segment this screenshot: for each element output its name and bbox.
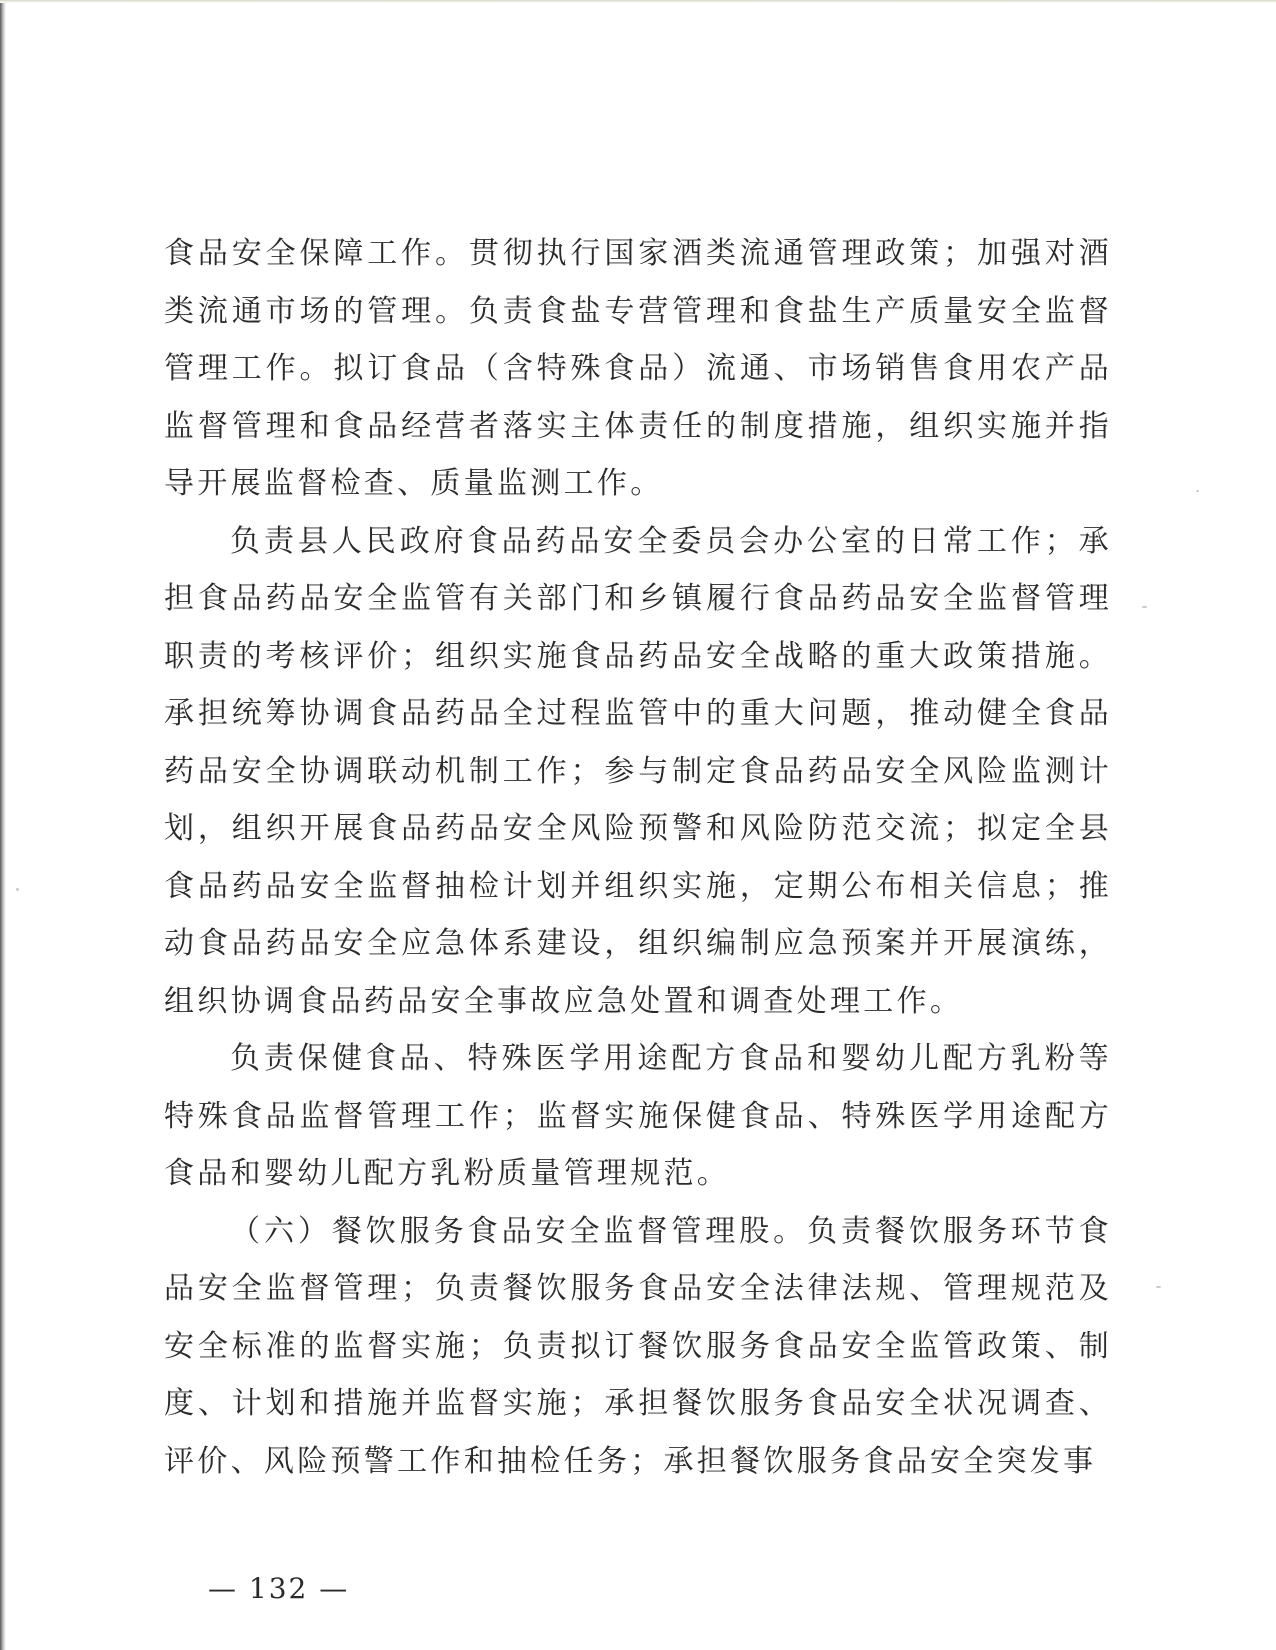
paragraph-catering-section: （六）餐饮服务食品安全监督管理股。负责餐饮服务环节食品安全监督管理；负责餐饮服务食品安全法律法规、管理规范及安全标准的监督实施；负责拟订餐饮服务食品安全监管政策、制度、计划和措施并监督实施；承担餐饮服务食品安全状况调查、评价、风险预警工作和抽检任务；承担餐饮服务食品安全突发事	[164, 1213, 1112, 1479]
paragraph-food-circulation: 食品安全保障工作。贯彻执行国家酒类流通管理政策；加强对酒类流通市场的管理。负责食盐专营管理和食盐生产质量安全监督管理工作。拟订食品（含特殊食品）流通、市场销售食用农产品监督管理和食品经营者落实主体责任的制度措施，组织实施并指导开展监督检查、质量监测工作。	[164, 236, 1112, 501]
scan-speck	[1156, 1286, 1161, 1288]
scan-speck	[1142, 606, 1147, 608]
scan-shadow-top	[0, 0, 1276, 3]
scan-shadow-left	[0, 0, 6, 1650]
scan-speck	[16, 888, 19, 891]
paragraph-safety-committee-office: 负责县人民政府食品药品安全委员会办公室的日常工作；承担食品药品安全监管有关部门和乡镇履行食品药品安全监督管理职责的考核评价；组织实施食品药品安全战略的重大政策措施。承担统筹协调食品药品全过程监管中的重大问题，推动健全食品药品安全协调联动机制工作；参与制定食品药品安全风险监测计划，组织开展食品药品安全风险预警和风险防范交流；拟定全县食品药品安全监督抽检计划并组织实施，定期公布相关信息；推动食品药品安全应急体系建设，组织编制应急预案并开展演练，组织协调食品药品安全事故应急处置和调查处理工作。	[164, 523, 1112, 1019]
page-number: — 132 —	[208, 1572, 350, 1605]
paragraph-special-foods: 负责保健食品、特殊医学用途配方食品和婴幼儿配方乳粉等特殊食品监督管理工作；监督实施保健食品、特殊医学用途配方食品和婴幼儿配方乳粉质量管理规范。	[164, 1041, 1112, 1191]
document-body	[164, 225, 1112, 1490]
scan-speck	[1196, 490, 1199, 492]
